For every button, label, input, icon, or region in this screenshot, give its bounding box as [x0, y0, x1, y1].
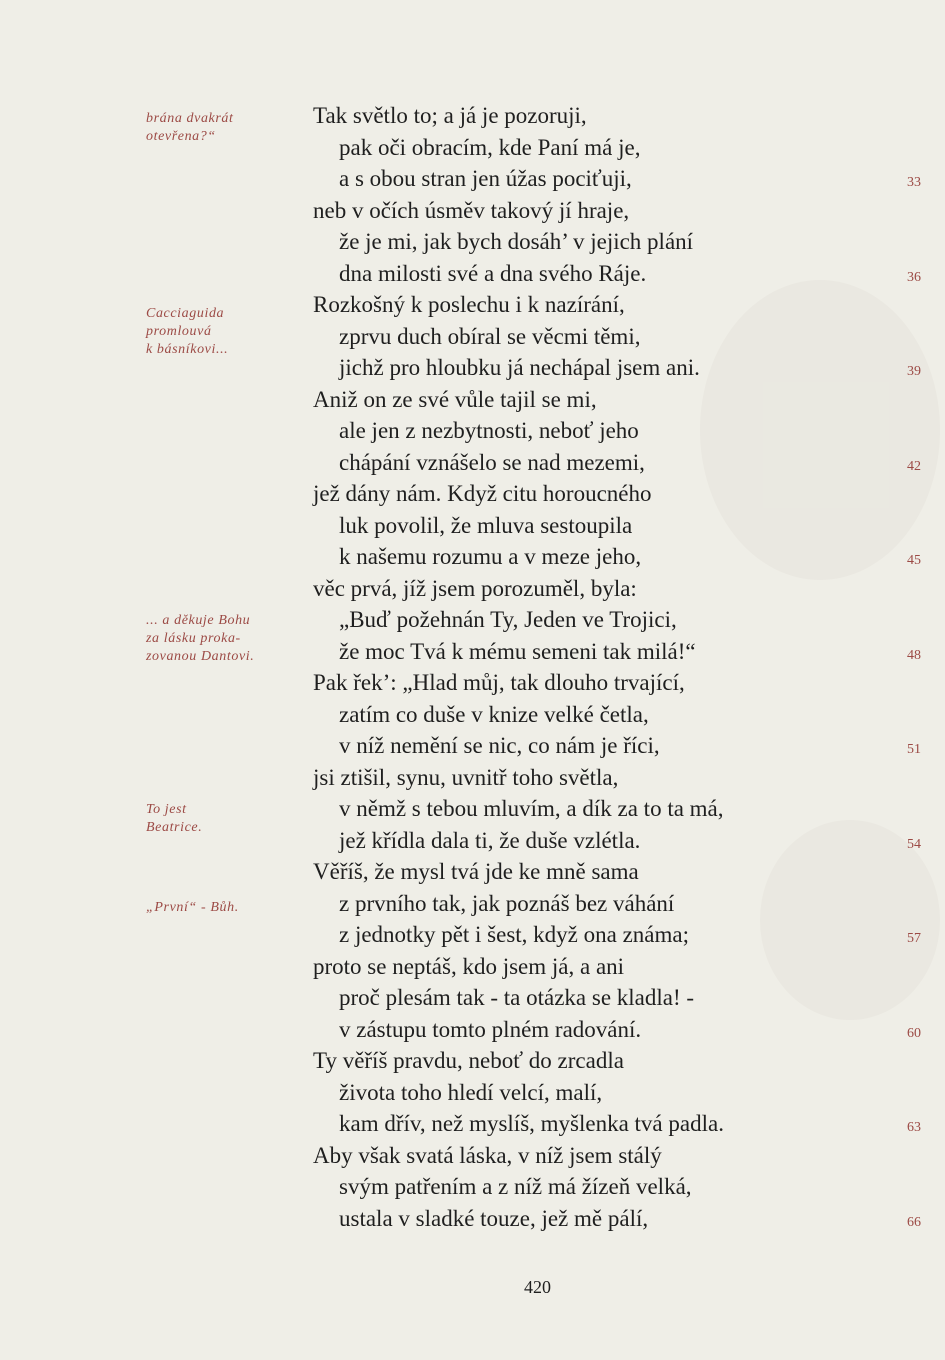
verse-line: věc prvá, jíž jsem porozuměl, byla:: [313, 575, 637, 601]
verse-line: že moc Tvá k mému semeni tak milá!“: [339, 638, 696, 664]
verse-line: jsi ztišil, synu, uvnitř toho světla,: [313, 764, 619, 790]
verse-line: a s obou stran jen úžas pociťuji,: [339, 166, 632, 191]
verse-line: luk povolil, že mluva sestoupila: [339, 512, 633, 538]
verse-line: v zástupu tomto plném radování.: [339, 1016, 642, 1042]
verse-line: „Buď požehnán Ty, Jeden ve Trojici,: [339, 607, 677, 632]
gloss-line: promlouvá: [146, 324, 212, 339]
gloss-line: Cacciaguida: [146, 306, 225, 321]
paper-stain: [700, 280, 940, 580]
verse-line: zprvu duch obíral se věcmi těmi,: [339, 323, 641, 349]
line-number: 33: [907, 175, 921, 190]
verse-line: ustala v sladké touze, jež mě pálí,: [339, 1205, 649, 1231]
verse-line: Tak světlo to; a já je pozoruji,: [313, 103, 587, 128]
gloss-line: To jest: [146, 802, 187, 817]
line-number: 51: [907, 742, 921, 757]
gloss-line: zovanou Dantovi.: [146, 649, 255, 664]
verse-line: Aby však svatá láska, v níž jsem stálý: [313, 1142, 662, 1168]
verse-line: z jednotky pět i šest, když ona známa;: [339, 922, 690, 947]
verse-line: Věříš, že mysl tvá jde ke mně sama: [313, 859, 639, 884]
gloss-line: ... a děkuje Bohu: [146, 613, 251, 628]
line-number: 42: [907, 458, 921, 474]
margin-gloss: [146, 801, 306, 837]
verse-line: proč plesám tak - ta otázka se kladla! -: [339, 985, 695, 1010]
verse-line: svým patřením a z níž má žízeň velká,: [339, 1174, 692, 1199]
verse-line: Rozkošný k poslechu i k nazírání,: [313, 292, 625, 317]
line-number: 48: [907, 647, 921, 663]
line-number: 63: [907, 1120, 921, 1135]
page-number: 420: [524, 1277, 551, 1297]
verse-line: že je mi, jak bych dosáh’ v jejich plání: [339, 229, 694, 254]
verse-line: neb v očích úsměv takový jí hraje,: [313, 197, 630, 223]
verse-line: života toho hledí velcí, malí,: [339, 1079, 603, 1105]
verse-line: ale jen z nezbytnosti, neboť jeho: [339, 418, 639, 443]
verse-line: zatím co duše v knize velké četla,: [339, 701, 649, 727]
verse-line: chápání vznášelo se nad mezemi,: [339, 449, 645, 475]
line-number: 60: [907, 1025, 921, 1041]
line-number: 36: [907, 269, 921, 285]
gloss-line: „První“ - Bůh.: [146, 900, 239, 915]
line-number: 66: [907, 1214, 921, 1230]
verse-line: Aniž on ze své vůle tajil se mi,: [313, 386, 597, 412]
verse-line: Pak řek’: „Hlad můj, tak dlouho trvající,: [313, 670, 685, 695]
verse-line: jichž pro hloubku já nechápal jsem ani.: [339, 355, 700, 380]
verse-line: k našemu rozumu a v meze jeho,: [339, 544, 642, 569]
verse-line: v němž s tebou mluvím, a dík za to ta má,: [339, 796, 724, 821]
gloss-line: otevřena?“: [146, 129, 216, 144]
verse-line: v níž nemění se nic, co nám je říci,: [339, 733, 660, 758]
gloss-line: k básníkovi...: [146, 342, 229, 357]
margin-gloss: [146, 110, 306, 146]
margin-gloss: [146, 305, 306, 359]
line-number: 54: [907, 836, 921, 852]
verse-line: dna milosti své a dna svého Ráje.: [339, 260, 647, 286]
verse-line: proto se neptáš, kdo jsem já, a ani: [313, 953, 625, 979]
gloss-line: brána dvakrát: [146, 111, 234, 126]
verse-line: z prvního tak, jak poznáš bez váhání: [339, 890, 675, 916]
line-number: 57: [907, 931, 921, 946]
gloss-line: za lásku proka-: [146, 631, 241, 646]
line-number: 39: [907, 364, 921, 379]
verse-line: kam dřív, než myslíš, myšlenka tvá padla.: [339, 1111, 724, 1136]
gloss-line: Beatrice.: [146, 820, 203, 835]
verse-line: pak oči obracím, kde Paní má je,: [339, 134, 641, 160]
margin-gloss: [146, 612, 306, 666]
verse-line: jež křídla dala ti, že duše vzlétla.: [339, 827, 641, 853]
line-number: 45: [907, 553, 921, 568]
margin-gloss: [146, 899, 306, 917]
verse-line: jež dány nám. Když citu horoucného: [313, 481, 652, 506]
verse-line: Ty věříš pravdu, neboť do zrcadla: [313, 1048, 624, 1073]
